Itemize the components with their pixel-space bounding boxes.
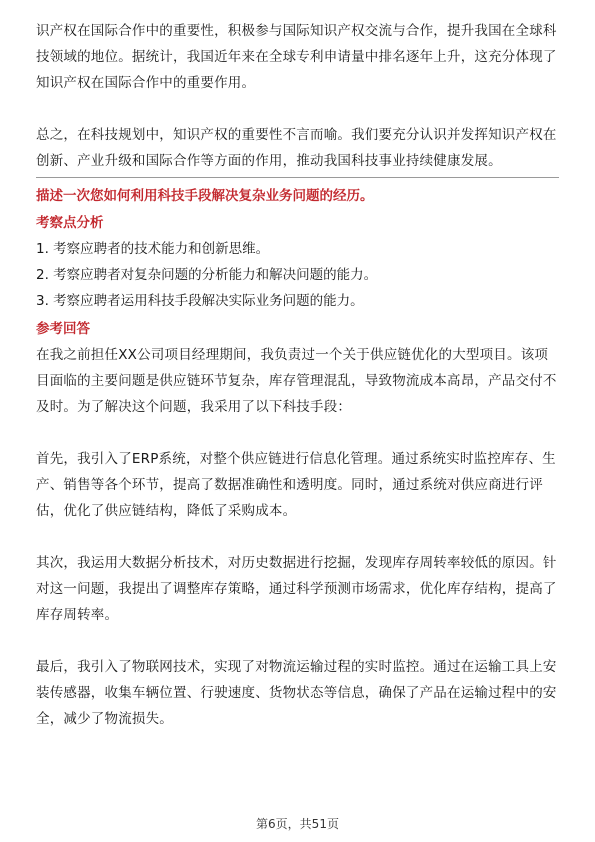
answer-paragraph: 在我之前担任XX公司项目经理期间，我负责过一个关于供应链优化的大型项目。该项目面临的主要问题是供应链环节复杂，库存管理混乱，导致物流成本高昂，产品交付不及时。为了解决这个问题，我采用了以下科技手段： [36, 347, 557, 415]
paragraph-gap [36, 420, 559, 446]
analysis-item: 2. 考察应聘者对复杂问题的分析能力和解决问题的能力。 [36, 267, 378, 283]
paragraph-gap [36, 524, 559, 550]
answer-paragraph: 首先，我引入了ERP系统，对整个供应链进行信息化管理。通过系统实时监控库存、生产、销售等各个环节，提高了数据准确性和透明度。同时，通过系统对供应商进行评估，优化了供应链结构，降低了采购成本。 [36, 451, 556, 519]
page-number: 第6页，共51页 [256, 817, 339, 831]
paragraph-gap [36, 96, 559, 122]
summary-paragraph: 总之，在科技规划中，知识产权的重要性不言而喻。我们要充分认识并发挥知识产权在创新、产业升级和国际合作等方面的作用，推动我国科技事业持续健康发展。 [36, 127, 557, 169]
document-page [36, 18, 559, 732]
answer-paragraph: 其次，我运用大数据分析技术，对历史数据进行挖掘，发现库存周转率较低的原因。针对这一问题，我提出了调整库存策略，通过科学预测市场需求，优化库存结构，提高了库存周转率。 [36, 555, 557, 623]
answer-title: 参考回答 [36, 321, 90, 337]
answer-paragraph: 最后，我引入了物联网技术，实现了对物流运输过程的实时监控。通过在运输工具上安装传感器，收集车辆位置、行驶速度、货物状态等信息，确保了产品在运输过程中的安全，减少了物流损失。 [36, 659, 557, 727]
section-divider [36, 177, 559, 178]
paragraph-gap [36, 628, 559, 654]
question-heading: 描述一次您如何利用科技手段解决复杂业务问题的经历。 [36, 188, 374, 204]
intro-paragraph: 识产权在国际合作中的重要性，积极参与国际知识产权交流与合作，提升我国在全球科技领域的地位。据统计，我国近年来在全球专利申请量中排名逐年上升，这充分体现了知识产权在国际合作中的重要作用。 [36, 23, 557, 91]
analysis-title: 考察点分析 [36, 215, 104, 231]
analysis-item: 3. 考察应聘者运用科技手段解决实际业务问题的能力。 [36, 293, 364, 309]
analysis-item: 1. 考察应聘者的技术能力和创新思维。 [36, 241, 270, 257]
